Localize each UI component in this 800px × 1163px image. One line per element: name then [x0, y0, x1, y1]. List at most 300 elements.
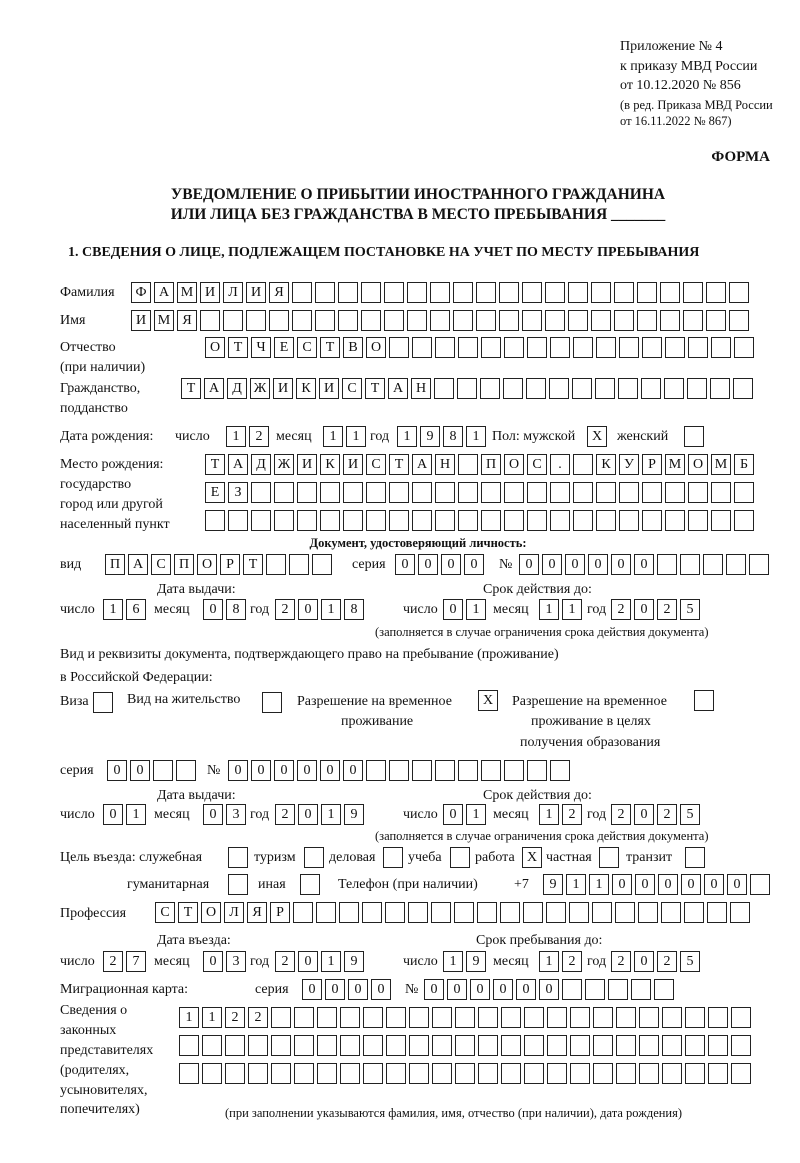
char-box[interactable]: 6: [126, 599, 146, 620]
char-box[interactable]: 1: [562, 599, 582, 620]
char-box[interactable]: 0: [612, 874, 632, 895]
id-type-field[interactable]: [105, 554, 335, 575]
char-box[interactable]: [708, 1007, 728, 1028]
char-box[interactable]: [680, 554, 700, 575]
char-box[interactable]: У: [619, 454, 639, 475]
char-box[interactable]: [481, 482, 501, 503]
char-box[interactable]: [619, 337, 639, 358]
char-box[interactable]: [223, 310, 243, 331]
char-box[interactable]: [593, 1035, 613, 1056]
char-box[interactable]: [366, 760, 386, 781]
char-box[interactable]: О: [205, 337, 225, 358]
issue-day-field[interactable]: [103, 599, 149, 620]
char-box[interactable]: [363, 1063, 383, 1084]
char-box[interactable]: [297, 510, 317, 531]
char-box[interactable]: [384, 310, 404, 331]
birth-month-field[interactable]: [323, 426, 369, 447]
char-box[interactable]: [501, 1063, 521, 1084]
char-box[interactable]: [202, 1063, 222, 1084]
char-box[interactable]: [453, 310, 473, 331]
char-box[interactable]: Т: [228, 337, 248, 358]
char-box[interactable]: 2: [275, 599, 295, 620]
char-box[interactable]: [412, 337, 432, 358]
char-box[interactable]: [478, 1063, 498, 1084]
entry-day-field[interactable]: [103, 951, 149, 972]
char-box[interactable]: 5: [680, 804, 700, 825]
char-box[interactable]: [615, 902, 635, 923]
char-box[interactable]: [153, 760, 173, 781]
char-box[interactable]: [522, 310, 542, 331]
residence-permit-checkbox[interactable]: [262, 692, 285, 713]
char-box[interactable]: [596, 510, 616, 531]
char-box[interactable]: П: [174, 554, 194, 575]
char-box[interactable]: 0: [516, 979, 536, 1000]
char-box[interactable]: [228, 847, 248, 868]
char-box[interactable]: 1: [103, 599, 123, 620]
char-box[interactable]: Т: [243, 554, 263, 575]
char-box[interactable]: [616, 1063, 636, 1084]
char-box[interactable]: 1: [443, 951, 463, 972]
char-box[interactable]: [731, 1063, 751, 1084]
char-box[interactable]: [292, 310, 312, 331]
char-box[interactable]: [315, 310, 335, 331]
char-box[interactable]: [730, 902, 750, 923]
char-box[interactable]: С: [527, 454, 547, 475]
profession-field[interactable]: [155, 902, 753, 923]
char-box[interactable]: [591, 282, 611, 303]
char-box[interactable]: 0: [298, 804, 318, 825]
char-box[interactable]: [547, 1007, 567, 1028]
char-box[interactable]: [660, 282, 680, 303]
char-box[interactable]: [504, 337, 524, 358]
char-box[interactable]: [366, 510, 386, 531]
char-box[interactable]: [573, 482, 593, 503]
char-box[interactable]: [688, 337, 708, 358]
char-box[interactable]: И: [297, 454, 317, 475]
char-box[interactable]: А: [128, 554, 148, 575]
char-box[interactable]: [549, 378, 569, 399]
char-box[interactable]: [312, 554, 332, 575]
char-box[interactable]: 0: [274, 760, 294, 781]
char-box[interactable]: 2: [275, 804, 295, 825]
char-box[interactable]: [271, 1063, 291, 1084]
surname-field[interactable]: [131, 282, 752, 303]
char-box[interactable]: И: [273, 378, 293, 399]
char-box[interactable]: 0: [348, 979, 368, 1000]
char-box[interactable]: [477, 902, 497, 923]
char-box[interactable]: [500, 902, 520, 923]
char-box[interactable]: 2: [657, 951, 677, 972]
char-box[interactable]: [361, 310, 381, 331]
char-box[interactable]: [550, 482, 570, 503]
char-box[interactable]: [289, 554, 309, 575]
purpose-other-checkbox[interactable]: [300, 874, 323, 895]
char-box[interactable]: [750, 874, 770, 895]
issue-year-field[interactable]: [275, 599, 367, 620]
char-box[interactable]: [389, 337, 409, 358]
char-box[interactable]: [688, 482, 708, 503]
char-box[interactable]: [596, 337, 616, 358]
char-box[interactable]: 0: [470, 979, 490, 1000]
char-box[interactable]: [585, 979, 605, 1000]
char-box[interactable]: [546, 902, 566, 923]
char-box[interactable]: [386, 1063, 406, 1084]
char-box[interactable]: 0: [447, 979, 467, 1000]
char-box[interactable]: Я: [247, 902, 267, 923]
char-box[interactable]: [527, 482, 547, 503]
char-box[interactable]: [641, 378, 661, 399]
char-box[interactable]: [665, 337, 685, 358]
char-box[interactable]: [614, 310, 634, 331]
issue-year-field[interactable]: [275, 804, 367, 825]
citizenship-field[interactable]: [181, 378, 756, 399]
char-box[interactable]: [432, 1035, 452, 1056]
char-box[interactable]: [338, 282, 358, 303]
char-box[interactable]: Р: [220, 554, 240, 575]
char-box[interactable]: И: [343, 454, 363, 475]
id-series-field[interactable]: [395, 554, 487, 575]
char-box[interactable]: [316, 902, 336, 923]
char-box[interactable]: [660, 310, 680, 331]
char-box[interactable]: [596, 482, 616, 503]
purpose-tourism-checkbox[interactable]: [304, 847, 327, 868]
char-box[interactable]: 2: [657, 804, 677, 825]
char-box[interactable]: [481, 510, 501, 531]
char-box[interactable]: [614, 282, 634, 303]
char-box[interactable]: 1: [346, 426, 366, 447]
char-box[interactable]: О: [366, 337, 386, 358]
char-box[interactable]: 0: [203, 804, 223, 825]
char-box[interactable]: [504, 510, 524, 531]
char-box[interactable]: П: [481, 454, 501, 475]
char-box[interactable]: М: [665, 454, 685, 475]
char-box[interactable]: [550, 337, 570, 358]
char-box[interactable]: [315, 282, 335, 303]
char-box[interactable]: 0: [542, 554, 562, 575]
valid-day-field[interactable]: [443, 804, 489, 825]
char-box[interactable]: [694, 690, 714, 711]
char-box[interactable]: [457, 378, 477, 399]
char-box[interactable]: [608, 979, 628, 1000]
char-box[interactable]: А: [228, 454, 248, 475]
char-box[interactable]: [317, 1035, 337, 1056]
char-box[interactable]: [501, 1007, 521, 1028]
char-box[interactable]: [361, 282, 381, 303]
char-box[interactable]: [573, 510, 593, 531]
char-box[interactable]: [246, 310, 266, 331]
char-box[interactable]: [642, 482, 662, 503]
char-box[interactable]: [248, 1035, 268, 1056]
char-box[interactable]: [639, 1035, 659, 1056]
char-box[interactable]: Т: [205, 454, 225, 475]
char-box[interactable]: 0: [635, 874, 655, 895]
char-box[interactable]: 9: [344, 951, 364, 972]
char-box[interactable]: [662, 1035, 682, 1056]
char-box[interactable]: [665, 510, 685, 531]
char-box[interactable]: 0: [658, 874, 678, 895]
char-box[interactable]: [684, 426, 704, 447]
purpose-work-checkbox[interactable]: [522, 847, 545, 868]
char-box[interactable]: [407, 282, 427, 303]
char-box[interactable]: [434, 378, 454, 399]
char-box[interactable]: [711, 510, 731, 531]
char-box[interactable]: 3: [226, 804, 246, 825]
char-box[interactable]: [343, 510, 363, 531]
char-box[interactable]: [432, 1007, 452, 1028]
char-box[interactable]: 2: [562, 804, 582, 825]
char-box[interactable]: 0: [565, 554, 585, 575]
char-box[interactable]: [176, 760, 196, 781]
char-box[interactable]: 2: [611, 804, 631, 825]
char-box[interactable]: 0: [302, 979, 322, 1000]
char-box[interactable]: [547, 1063, 567, 1084]
char-box[interactable]: [591, 310, 611, 331]
char-box[interactable]: [292, 282, 312, 303]
char-box[interactable]: [523, 902, 543, 923]
purpose-humanitarian-checkbox[interactable]: [228, 874, 251, 895]
char-box[interactable]: 0: [634, 804, 654, 825]
name-field[interactable]: [131, 310, 752, 331]
char-box[interactable]: [499, 310, 519, 331]
valid-day-field[interactable]: [443, 599, 489, 620]
char-box[interactable]: 2: [103, 951, 123, 972]
char-box[interactable]: 2: [248, 1007, 268, 1028]
char-box[interactable]: [662, 1063, 682, 1084]
char-box[interactable]: .: [550, 454, 570, 475]
char-box[interactable]: [179, 1063, 199, 1084]
char-box[interactable]: [435, 760, 455, 781]
char-box[interactable]: [703, 554, 723, 575]
char-box[interactable]: 1: [321, 951, 341, 972]
char-box[interactable]: [363, 1007, 383, 1028]
char-box[interactable]: 0: [297, 760, 317, 781]
char-box[interactable]: [386, 1007, 406, 1028]
char-box[interactable]: [200, 310, 220, 331]
char-box[interactable]: 0: [704, 874, 724, 895]
char-box[interactable]: [435, 510, 455, 531]
char-box[interactable]: [408, 902, 428, 923]
char-box[interactable]: Р: [642, 454, 662, 475]
char-box[interactable]: Д: [251, 454, 271, 475]
char-box[interactable]: [706, 282, 726, 303]
char-box[interactable]: [572, 378, 592, 399]
char-box[interactable]: [524, 1007, 544, 1028]
char-box[interactable]: 0: [371, 979, 391, 1000]
char-box[interactable]: [430, 282, 450, 303]
purpose-official-checkbox[interactable]: [228, 847, 251, 868]
char-box[interactable]: Л: [224, 902, 244, 923]
char-box[interactable]: С: [366, 454, 386, 475]
char-box[interactable]: [362, 902, 382, 923]
char-box[interactable]: 1: [397, 426, 417, 447]
char-box[interactable]: [504, 482, 524, 503]
char-box[interactable]: [297, 482, 317, 503]
char-box[interactable]: [274, 510, 294, 531]
char-box[interactable]: [385, 902, 405, 923]
char-box[interactable]: [573, 454, 593, 475]
char-box[interactable]: 2: [249, 426, 269, 447]
char-box[interactable]: 0: [251, 760, 271, 781]
char-box[interactable]: 1: [539, 599, 559, 620]
valid-year-field[interactable]: [611, 599, 703, 620]
char-box[interactable]: [271, 1007, 291, 1028]
char-box[interactable]: [550, 510, 570, 531]
char-box[interactable]: А: [412, 454, 432, 475]
valid-month-field[interactable]: [539, 599, 585, 620]
char-box[interactable]: 0: [441, 554, 461, 575]
char-box[interactable]: [251, 510, 271, 531]
char-box[interactable]: 0: [588, 554, 608, 575]
char-box[interactable]: [639, 1063, 659, 1084]
char-box[interactable]: [661, 902, 681, 923]
char-box[interactable]: [202, 1035, 222, 1056]
char-box[interactable]: [274, 482, 294, 503]
char-box[interactable]: Т: [365, 378, 385, 399]
char-box[interactable]: [300, 874, 320, 895]
char-box[interactable]: [526, 378, 546, 399]
char-box[interactable]: [412, 760, 432, 781]
char-box[interactable]: [384, 282, 404, 303]
char-box[interactable]: 0: [611, 554, 631, 575]
char-box[interactable]: [618, 378, 638, 399]
birthplace-row-3[interactable]: [205, 510, 757, 531]
char-box[interactable]: 0: [395, 554, 415, 575]
visa-checkbox[interactable]: [93, 692, 116, 713]
char-box[interactable]: [570, 1007, 590, 1028]
char-box[interactable]: 0: [539, 979, 559, 1000]
edu-permit-checkbox[interactable]: [694, 690, 717, 711]
residence-series-field[interactable]: [107, 760, 199, 781]
char-box[interactable]: 1: [539, 951, 559, 972]
char-box[interactable]: К: [320, 454, 340, 475]
char-box[interactable]: [340, 1035, 360, 1056]
char-box[interactable]: [731, 1007, 751, 1028]
char-box[interactable]: 2: [611, 599, 631, 620]
char-box[interactable]: [271, 1035, 291, 1056]
issue-month-field[interactable]: [203, 599, 249, 620]
stay-year-field[interactable]: [611, 951, 703, 972]
char-box[interactable]: [592, 902, 612, 923]
representatives-row-1[interactable]: [179, 1007, 754, 1028]
char-box[interactable]: [733, 378, 753, 399]
purpose-study-checkbox[interactable]: [450, 847, 473, 868]
char-box[interactable]: П: [105, 554, 125, 575]
char-box[interactable]: 2: [225, 1007, 245, 1028]
char-box[interactable]: 2: [611, 951, 631, 972]
char-box[interactable]: 0: [464, 554, 484, 575]
char-box[interactable]: 0: [298, 951, 318, 972]
char-box[interactable]: [708, 1035, 728, 1056]
stay-month-field[interactable]: [539, 951, 585, 972]
char-box[interactable]: М: [711, 454, 731, 475]
char-box[interactable]: И: [246, 282, 266, 303]
char-box[interactable]: [262, 692, 282, 713]
char-box[interactable]: Д: [227, 378, 247, 399]
char-box[interactable]: [455, 1007, 475, 1028]
char-box[interactable]: [450, 847, 470, 868]
char-box[interactable]: [654, 979, 674, 1000]
char-box[interactable]: Ф: [131, 282, 151, 303]
char-box[interactable]: [294, 1035, 314, 1056]
char-box[interactable]: [480, 378, 500, 399]
issue-month-field[interactable]: [203, 804, 249, 825]
char-box[interactable]: [731, 1035, 751, 1056]
temp-permit-checkbox[interactable]: [478, 690, 501, 711]
char-box[interactable]: [685, 847, 705, 868]
char-box[interactable]: 0: [519, 554, 539, 575]
char-box[interactable]: А: [154, 282, 174, 303]
issue-day-field[interactable]: [103, 804, 149, 825]
birth-day-field[interactable]: [226, 426, 272, 447]
char-box[interactable]: [478, 1007, 498, 1028]
char-box[interactable]: [478, 1035, 498, 1056]
char-box[interactable]: [726, 554, 746, 575]
char-box[interactable]: [545, 310, 565, 331]
char-box[interactable]: 1: [466, 426, 486, 447]
char-box[interactable]: 0: [130, 760, 150, 781]
char-box[interactable]: Н: [435, 454, 455, 475]
char-box[interactable]: [251, 482, 271, 503]
char-box[interactable]: 1: [566, 874, 586, 895]
char-box[interactable]: [409, 1035, 429, 1056]
char-box[interactable]: Н: [411, 378, 431, 399]
char-box[interactable]: [248, 1063, 268, 1084]
char-box[interactable]: [504, 760, 524, 781]
char-box[interactable]: [458, 510, 478, 531]
char-box[interactable]: [568, 310, 588, 331]
char-box[interactable]: [550, 760, 570, 781]
purpose-business-checkbox[interactable]: [383, 847, 406, 868]
char-box[interactable]: [593, 1063, 613, 1084]
char-box[interactable]: [503, 378, 523, 399]
char-box[interactable]: [711, 482, 731, 503]
char-box[interactable]: С: [151, 554, 171, 575]
char-box[interactable]: [409, 1007, 429, 1028]
char-box[interactable]: [455, 1063, 475, 1084]
char-box[interactable]: X: [522, 847, 542, 868]
char-box[interactable]: 0: [325, 979, 345, 1000]
char-box[interactable]: [631, 979, 651, 1000]
char-box[interactable]: Я: [177, 310, 197, 331]
char-box[interactable]: Б: [734, 454, 754, 475]
char-box[interactable]: [458, 454, 478, 475]
char-box[interactable]: X: [478, 690, 498, 711]
char-box[interactable]: [729, 310, 749, 331]
char-box[interactable]: [340, 1063, 360, 1084]
char-box[interactable]: [637, 282, 657, 303]
char-box[interactable]: [412, 510, 432, 531]
char-box[interactable]: Т: [181, 378, 201, 399]
char-box[interactable]: О: [504, 454, 524, 475]
char-box[interactable]: 9: [344, 804, 364, 825]
char-box[interactable]: [570, 1063, 590, 1084]
char-box[interactable]: 0: [727, 874, 747, 895]
char-box[interactable]: [664, 378, 684, 399]
char-box[interactable]: [389, 760, 409, 781]
char-box[interactable]: 1: [226, 426, 246, 447]
char-box[interactable]: М: [154, 310, 174, 331]
char-box[interactable]: [430, 310, 450, 331]
char-box[interactable]: [431, 902, 451, 923]
char-box[interactable]: 9: [466, 951, 486, 972]
char-box[interactable]: 5: [680, 599, 700, 620]
char-box[interactable]: [225, 1035, 245, 1056]
char-box[interactable]: [179, 1035, 199, 1056]
char-box[interactable]: 1: [466, 804, 486, 825]
char-box[interactable]: [637, 310, 657, 331]
patronymic-field[interactable]: [205, 337, 757, 358]
char-box[interactable]: 0: [228, 760, 248, 781]
